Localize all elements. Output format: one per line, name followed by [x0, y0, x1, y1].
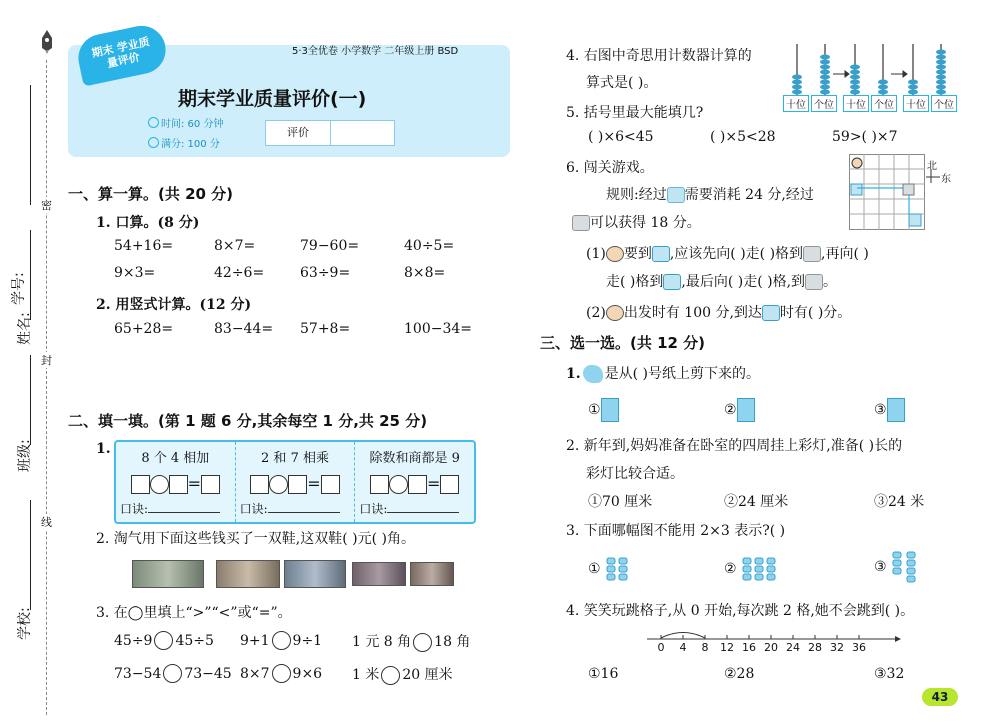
- mental-math-item: 42÷6=: [214, 265, 265, 281]
- check-icon: [148, 137, 159, 148]
- rhyme-blank[interactable]: [387, 512, 459, 513]
- full-score: 满分: 100 分: [161, 139, 220, 150]
- section1-heading: 一、算一算。(共 20 分): [68, 185, 234, 203]
- option-3[interactable]: ③: [874, 550, 919, 584]
- abacus-label: 个位: [871, 95, 897, 112]
- number-line-label: 32: [830, 641, 844, 654]
- mark-mi: 密: [41, 199, 52, 212]
- option-3[interactable]: ③24 米: [874, 494, 925, 510]
- r-q6-rule1: 规则:经过 需要消耗 24 分,经过: [606, 187, 814, 203]
- abacus-labels: [783, 95, 957, 112]
- name-field[interactable]: [30, 230, 31, 320]
- s3-q2-line2: 彩灯比较合适。: [586, 466, 684, 482]
- number-line: [645, 625, 905, 661]
- number-line-label: 16: [742, 641, 756, 654]
- boy-icon: [606, 246, 624, 262]
- banknote-10-icon: [284, 560, 346, 588]
- max-fill-item[interactable]: 59>( )×7: [832, 129, 898, 145]
- equation-boxes[interactable]: =: [355, 474, 474, 494]
- compare-item[interactable]: 45÷9 45÷5: [114, 632, 214, 649]
- s2-q1-num: 1.: [96, 441, 111, 457]
- abacus-label: 十位: [783, 95, 809, 112]
- evaluation-label: 评价: [266, 121, 331, 145]
- rhyme-blank[interactable]: [148, 512, 220, 513]
- cloud-shape-icon: [583, 365, 603, 383]
- dashed-line: [46, 60, 47, 715]
- compare-grid: [114, 631, 494, 685]
- school-field[interactable]: [30, 500, 31, 610]
- mental-math-item: 54+16=: [114, 238, 174, 254]
- compass-east: 东: [941, 174, 951, 185]
- rhyme-label: 口诀:: [120, 502, 149, 516]
- class-label: 班级:: [17, 439, 33, 472]
- mental-math-item: 8×7=: [214, 238, 256, 254]
- boy-icon: [606, 305, 624, 321]
- vertical-calc-item: 57+8=: [300, 321, 351, 337]
- table-col-header: 8 个 4 相加: [141, 451, 210, 466]
- class-field[interactable]: [30, 355, 31, 445]
- s2-q1-table: [114, 440, 476, 524]
- s3-q3-options: [588, 550, 928, 586]
- number-line-label: 4: [679, 641, 687, 654]
- section3-heading: 三、选一选。(共 12 分): [540, 334, 706, 352]
- compare-item[interactable]: 1 元 8 角 18 角: [352, 634, 471, 650]
- reward-icon: [803, 246, 821, 262]
- vertical-calc-item: 65+28=: [114, 321, 174, 337]
- mental-math-item: 40÷5=: [404, 238, 455, 254]
- max-fill-item[interactable]: ( )×5<28: [710, 129, 776, 145]
- s3-q2-line1: 2. 新年到,妈妈准备在卧室的四周挂上彩灯,准备( )长的: [566, 438, 903, 454]
- r-q5-items: [588, 129, 898, 145]
- r-q6-rule2: 可以获得 18 分。: [572, 212, 701, 232]
- compass-north: 北: [927, 161, 937, 172]
- s2-q2-text: 2. 淘气用下面这些钱买了一双鞋,这双鞋( )元( )角。: [96, 531, 416, 547]
- table-col-header: 2 和 7 相乘: [261, 451, 329, 466]
- mental-math-item: 8×8=: [404, 265, 446, 281]
- r-q4-line2: 算式是( )。: [586, 75, 658, 91]
- s1-q1-label: 1. 口算。(8 分): [96, 215, 200, 231]
- mental-math-item: 63÷9=: [300, 265, 351, 281]
- option-1[interactable]: ①70 厘米: [588, 494, 653, 510]
- option-3[interactable]: ③: [874, 398, 905, 422]
- page-number-text: 43: [931, 690, 949, 704]
- compass-icon: [926, 168, 940, 182]
- s3-q4-text: 4. 笑笑玩跳格子,从 0 开始,每次跳 2 格,她不会跳到( )。: [566, 603, 915, 619]
- r-q6-line1: 6. 闯关游戏。: [566, 160, 654, 176]
- page-number: [922, 688, 958, 706]
- rhyme-label: 口诀:: [239, 502, 268, 516]
- abacus-label: 个位: [811, 95, 837, 112]
- mental-math-item: 79−60=: [300, 238, 360, 254]
- rocket-icon: [40, 30, 54, 54]
- table-col-header: 除数和商都是 9: [369, 451, 460, 466]
- s3-q3-text: 3. 下面哪幅图不能用 2×3 表示?( ): [566, 523, 786, 539]
- reward-icon: [572, 215, 590, 231]
- equation-boxes[interactable]: =: [116, 474, 235, 494]
- clock-icon: [148, 117, 159, 128]
- compare-item[interactable]: 73−54 73−45: [114, 665, 232, 682]
- equation-boxes[interactable]: =: [236, 474, 355, 494]
- mental-math-item: 9×3=: [114, 265, 156, 281]
- number-line-label: 8: [701, 641, 709, 654]
- compare-item[interactable]: 1 米 20 厘米: [352, 667, 453, 683]
- section2-heading: 二、填一填。(第 1 题 6 分,其余每空 1 分,共 25 分): [68, 412, 428, 430]
- time-limit: 时间: 60 分钟: [161, 119, 224, 130]
- s3-q1: 1. 是从( )号纸上剪下来的。: [566, 366, 760, 382]
- max-fill-item[interactable]: ( )×6<45: [588, 129, 654, 145]
- cost-icon: [663, 274, 681, 290]
- option-2[interactable]: ②: [724, 398, 755, 422]
- s1-q1-grid: [114, 238, 494, 281]
- number-line-label: 36: [852, 641, 866, 654]
- school-label: 学校:: [17, 607, 33, 640]
- table-col: [355, 442, 474, 522]
- number-line-label: 28: [808, 641, 822, 654]
- option-1[interactable]: ①: [588, 398, 619, 422]
- banknote-1jiao-icon: [410, 562, 454, 586]
- number-line-label: 20: [764, 641, 778, 654]
- banknote-50-icon: [132, 560, 204, 588]
- r-q5-line1: 5. 括号里最大能填几?: [566, 105, 704, 121]
- student-id-label: 学号:: [11, 272, 27, 305]
- banknote-20-icon: [216, 560, 280, 588]
- page-title: 期末学业质量评价(一): [178, 88, 367, 110]
- option-2[interactable]: ②: [724, 556, 781, 582]
- s1-q2-row: [114, 321, 504, 337]
- r-q6-part2: (2) 出发时有 100 分,到达 时有( )分。: [586, 305, 852, 321]
- target-icon: [762, 305, 780, 321]
- table-col: [236, 442, 356, 522]
- compare-item[interactable]: 8×7 9×6: [240, 665, 323, 682]
- abacus-label: 十位: [903, 95, 929, 112]
- table-col: [116, 442, 236, 522]
- mark-feng: 封: [41, 354, 52, 367]
- mark-xian: 线: [41, 516, 52, 529]
- series-text: 5·3全优卷 小学数学 二年级上册 BSD: [292, 46, 459, 57]
- vertical-calc-item: 83−44=: [214, 321, 274, 337]
- r-q6-part1: (1) 要到 ,应该先向( )走( )格到 ,再向( ): [586, 246, 869, 262]
- option-3[interactable]: ③32: [874, 666, 905, 682]
- game-grid: [849, 154, 925, 230]
- s3-q1-options: [588, 398, 918, 424]
- target-icon: [652, 246, 670, 262]
- student-id-field[interactable]: [8, 85, 32, 305]
- evaluation-box[interactable]: [265, 120, 395, 146]
- option-2[interactable]: ②28: [724, 666, 755, 682]
- s1-q2-label: 2. 用竖式计算。(12 分): [96, 297, 252, 313]
- rhyme-blank[interactable]: [268, 512, 340, 513]
- option-1[interactable]: ①16: [588, 666, 619, 682]
- cost-icon: [667, 187, 685, 203]
- number-line-label: 0: [657, 641, 665, 654]
- s2-q3-text: 3. 在◯里填上“>”“<”或“=”。: [96, 605, 292, 621]
- rhyme-label: 口诀:: [359, 502, 388, 516]
- abacus-label: 个位: [931, 95, 957, 112]
- option-2[interactable]: ②24 厘米: [724, 494, 789, 510]
- badge-text: 期末 学业质量评价: [90, 35, 151, 71]
- r-q6-part1b: 走( )格到 ,最后向( )走( )格,到 。: [606, 274, 838, 290]
- compare-item[interactable]: 9+1 9÷1: [240, 632, 323, 649]
- option-1[interactable]: ①: [588, 556, 631, 582]
- vertical-calc-item: 100−34=: [404, 321, 472, 337]
- name-label: 姓名:: [17, 312, 33, 345]
- banknote-images: [132, 560, 452, 586]
- r-q4-line1: 4. 右图中奇思用计数器计算的: [566, 48, 752, 64]
- target-icon: [805, 274, 823, 290]
- number-line-label: 24: [786, 641, 800, 654]
- number-line-label: 12: [720, 641, 734, 654]
- banknote-5jiao-icon: [352, 562, 406, 586]
- abacus-label: 十位: [843, 95, 869, 112]
